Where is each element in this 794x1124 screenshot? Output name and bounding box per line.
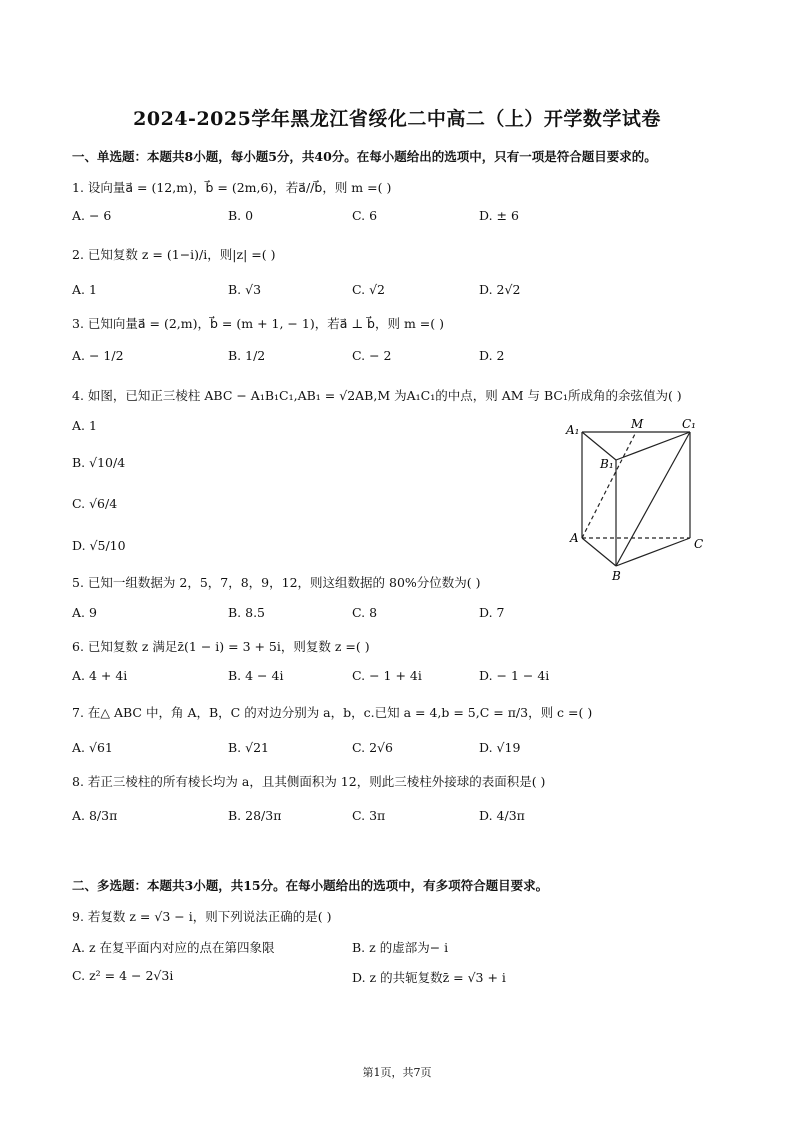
question-2: 2. 已知复数 z = (1−i)/i，则|z| =( ) [72, 247, 276, 262]
question-4: 4. 如图，已知正三棱柱 ABC − A₁B₁C₁,AB₁ = √2AB,M 为A₁C₁的中点，则 AM 与 BC₁所成角的余弦值为( ) [72, 388, 682, 403]
prism-figure [560, 418, 710, 583]
label-a: A [570, 531, 579, 545]
q3-option-b: B. 1/2 [228, 348, 266, 363]
question-3: 3. 已知向量a⃗ = (2,m)，b⃗ = (m + 1, − 1)，若a⃗ ⊥ b⃗，则 m =( ) [72, 316, 444, 331]
page-title: 2024-2025学年黑龙江省绥化二中高二（上）开学数学试卷 [133, 108, 661, 130]
section-single-choice: 一、单选题：本题共8小题，每小题5分，共40分。在每小题给出的选项中，只有一项是符合题目要求的。 [72, 149, 657, 164]
q1-option-c: C. 6 [352, 208, 378, 223]
q3-option-c: C. − 2 [352, 348, 392, 363]
q2-option-c: C. √2 [352, 282, 385, 297]
question-9: 9. 若复数 z = √3 − i，则下列说法正确的是( ) [72, 909, 332, 924]
q9-option-b: B. z 的虚部为− i [352, 940, 449, 955]
q2-option-a: A. 1 [72, 282, 97, 297]
label-b: B [612, 569, 621, 583]
q5-option-d: D. 7 [479, 605, 505, 620]
q9-option-a: A. z 在复平面内对应的点在第四象限 [72, 940, 275, 955]
q9-option-c: C. z² = 4 − 2√3i [72, 968, 174, 983]
page-footer: 第1页，共7页 [362, 1066, 432, 1079]
q1-option-a: A. − 6 [72, 208, 112, 223]
q7-option-a: A. √61 [72, 740, 113, 755]
q5-option-c: C. 8 [352, 605, 378, 620]
q9-option-d: D. z 的共轭复数z̄ = √3 + i [352, 970, 506, 985]
q5-option-a: A. 9 [72, 605, 97, 620]
q2-option-d: D. 2√2 [479, 282, 521, 297]
label-m: M [631, 418, 644, 431]
q3-option-d: D. 2 [479, 348, 505, 363]
label-c1: C₁ [682, 418, 696, 431]
q1-option-d: D. ± 6 [479, 208, 519, 223]
q2-option-b: B. √3 [228, 282, 262, 297]
q6-option-c: C. − 1 + 4i [352, 668, 422, 683]
question-8: 8. 若正三棱柱的所有棱长均为 a，且其侧面积为 12，则此三棱柱外接球的表面积是( ) [72, 774, 546, 789]
q5-option-b: B. 8.5 [228, 605, 266, 620]
label-b1: B₁ [600, 457, 614, 471]
q7-option-c: C. 2√6 [352, 740, 393, 755]
section-multiple-choice: 二、多选题：本题共3小题，共15分。在每小题给出的选项中，有多项符合题目要求。 [72, 878, 549, 893]
question-7: 7. 在△ ABC 中，角 A，B，C 的对边分别为 a，b，c.已知 a = 4,b = 5,C = π/3，则 c =( ) [72, 705, 593, 720]
q4-option-c: C. √6/4 [72, 496, 118, 511]
label-c: C [694, 537, 704, 551]
q7-option-d: D. √19 [479, 740, 521, 755]
label-a1: A₁ [566, 423, 580, 437]
question-5: 5. 已知一组数据为 2，5，7，8，9，12，则这组数据的 80%分位数为( ) [72, 575, 481, 590]
q4-option-d: D. √5/10 [72, 538, 126, 553]
q8-option-a: A. 8/3π [72, 808, 118, 823]
q4-option-a: A. 1 [72, 418, 97, 433]
q8-option-c: C. 3π [352, 808, 386, 823]
q6-option-d: D. − 1 − 4i [479, 668, 550, 683]
question-1: 1. 设向量a⃗ = (12,m)，b⃗ = (2m,6)，若a⃗//b⃗，则 m =( ) [72, 180, 392, 195]
q7-option-b: B. √21 [228, 740, 270, 755]
q8-option-b: B. 28/3π [228, 808, 282, 823]
q8-option-d: D. 4/3π [479, 808, 525, 823]
q1-option-b: B. 0 [228, 208, 254, 223]
q3-option-a: A. − 1/2 [72, 348, 124, 363]
q4-option-b: B. √10/4 [72, 455, 126, 470]
q6-option-b: B. 4 − 4i [228, 668, 284, 683]
question-6: 6. 已知复数 z 满足z̄(1 − i) = 3 + 5i，则复数 z =( ) [72, 639, 370, 654]
q6-option-a: A. 4 + 4i [72, 668, 128, 683]
